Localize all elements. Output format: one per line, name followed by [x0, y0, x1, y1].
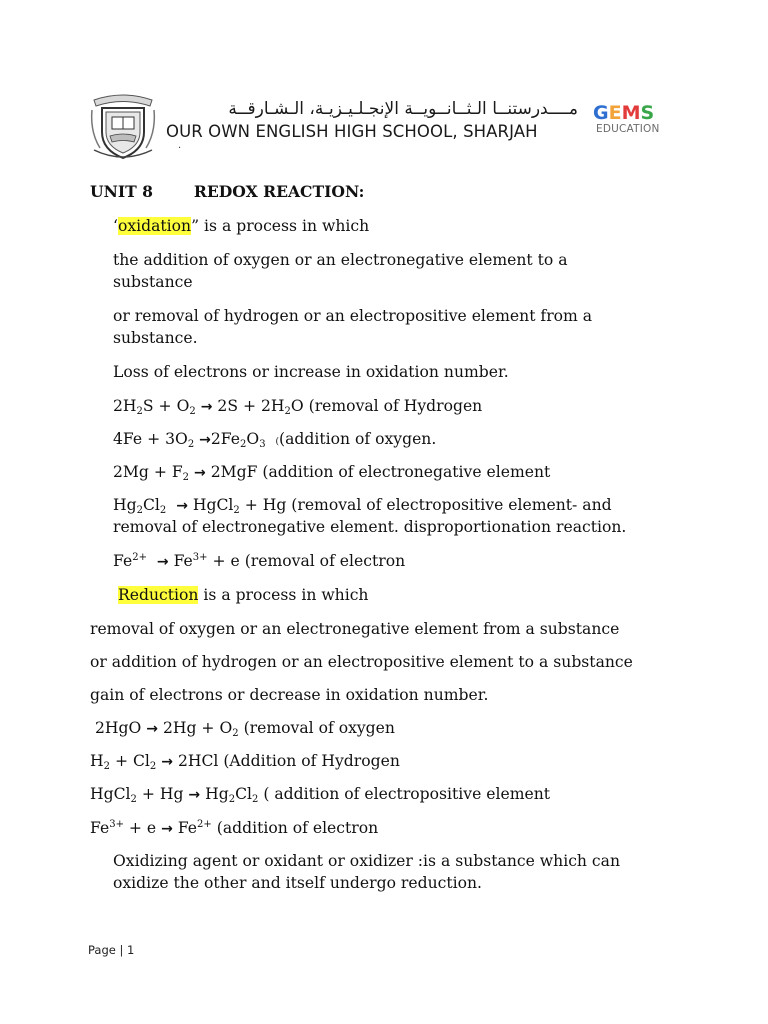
arrow-icon: → — [188, 787, 201, 803]
equation-7: $H_2 + Cl_2 \to 2HCl$ (Addition of Hydrogen — [90, 752, 400, 772]
equation-8: HgCl$_2$ + $Hg \to Hg_2Cl_2$ ( addition of electropositive element — [90, 785, 551, 805]
oxidation-term-highlight: oxidation — [117, 217, 192, 235]
arrow-icon: → — [199, 432, 211, 448]
reduction-definition-3: gain of electrons or decrease in oxidation number. — [90, 686, 489, 704]
arrow-icon: → — [161, 821, 173, 837]
equation-4: $Hg_2Cl_2$ → HgCl$_2$ + Hg (removal of electropositive element- and — [113, 496, 612, 516]
arrow-icon: → — [161, 754, 173, 770]
school-name: OUR OWN ENGLISH HIGH SCHOOL, SHARJAH — [166, 122, 538, 141]
oxidation-definition-1b: substance — [113, 273, 193, 291]
page-number: Page | 1 — [88, 943, 135, 957]
equation-9: $Fe^{3+} + e \to Fe^{2+}$ (addition of electron — [90, 819, 379, 837]
arrow-icon: → — [156, 554, 169, 570]
arrow-icon: → — [194, 465, 206, 481]
equation-4-continued: removal of electronegative element. disproportionation reaction. — [113, 518, 627, 536]
arrow-icon: → — [200, 399, 213, 415]
unit-number: UNIT 8 — [90, 182, 154, 201]
equation-1: $2H_2S + O_2 \to 2S + 2H_2O$ (removal of Hydrogen — [113, 397, 483, 417]
oxidation-definition-2a: or removal of hydrogen or an electropositive element from a — [113, 307, 593, 325]
header-dot: . — [178, 140, 182, 151]
reduction-definition-2: or addition of hydrogen or an electropositive element to a substance — [90, 653, 633, 671]
equation-6: $2HgO \to 2Hg + O_2$ (removal of oxygen — [95, 719, 395, 739]
equation-3: $2Mg + F_2 \to 2MgF$ (addition of electronegative element — [113, 463, 551, 483]
reduction-term-highlight: Reduction — [118, 586, 199, 604]
gems-logo-letters: GEMS — [593, 102, 655, 124]
oxidation-definition-2b: substance. — [113, 329, 198, 347]
oxidizing-agent-definition-a: Oxidizing agent or oxidant or oxidizer :is a substance which can — [113, 852, 620, 870]
equation-2: $4Fe + 3O_2 \to 2Fe_2O_3$ ((addition of oxygen. — [113, 430, 437, 450]
oxidation-intro: ‘oxidation” is a process in which — [113, 217, 370, 235]
oxidation-definition-1a: the addition of oxygen or an electronegative element to a — [113, 251, 568, 269]
oxidation-definition-3: Loss of electrons or increase in oxidation number. — [113, 363, 509, 381]
arrow-icon: → — [146, 721, 158, 737]
arrow-icon: → — [176, 498, 188, 514]
school-name-arabic: مــــدرستنــا الـثــانــويــة الإنجـلـيـزيـة، الـشـارقــة — [228, 99, 578, 119]
unit-title: REDOX REACTION: — [193, 182, 365, 201]
reduction-intro: Reduction is a process in which — [118, 586, 369, 604]
unit-heading — [90, 181, 364, 203]
oxidizing-agent-definition-b: oxidize the other and itself undergo reduction. — [113, 874, 483, 892]
reduction-definition-1: removal of oxygen or an electronegative element from a substance — [90, 620, 620, 638]
equation-5: $Fe^{2+} \to Fe^{3+} + e$ (removal of electron — [113, 552, 406, 570]
gems-logo-subtitle: EDUCATION — [596, 123, 660, 135]
